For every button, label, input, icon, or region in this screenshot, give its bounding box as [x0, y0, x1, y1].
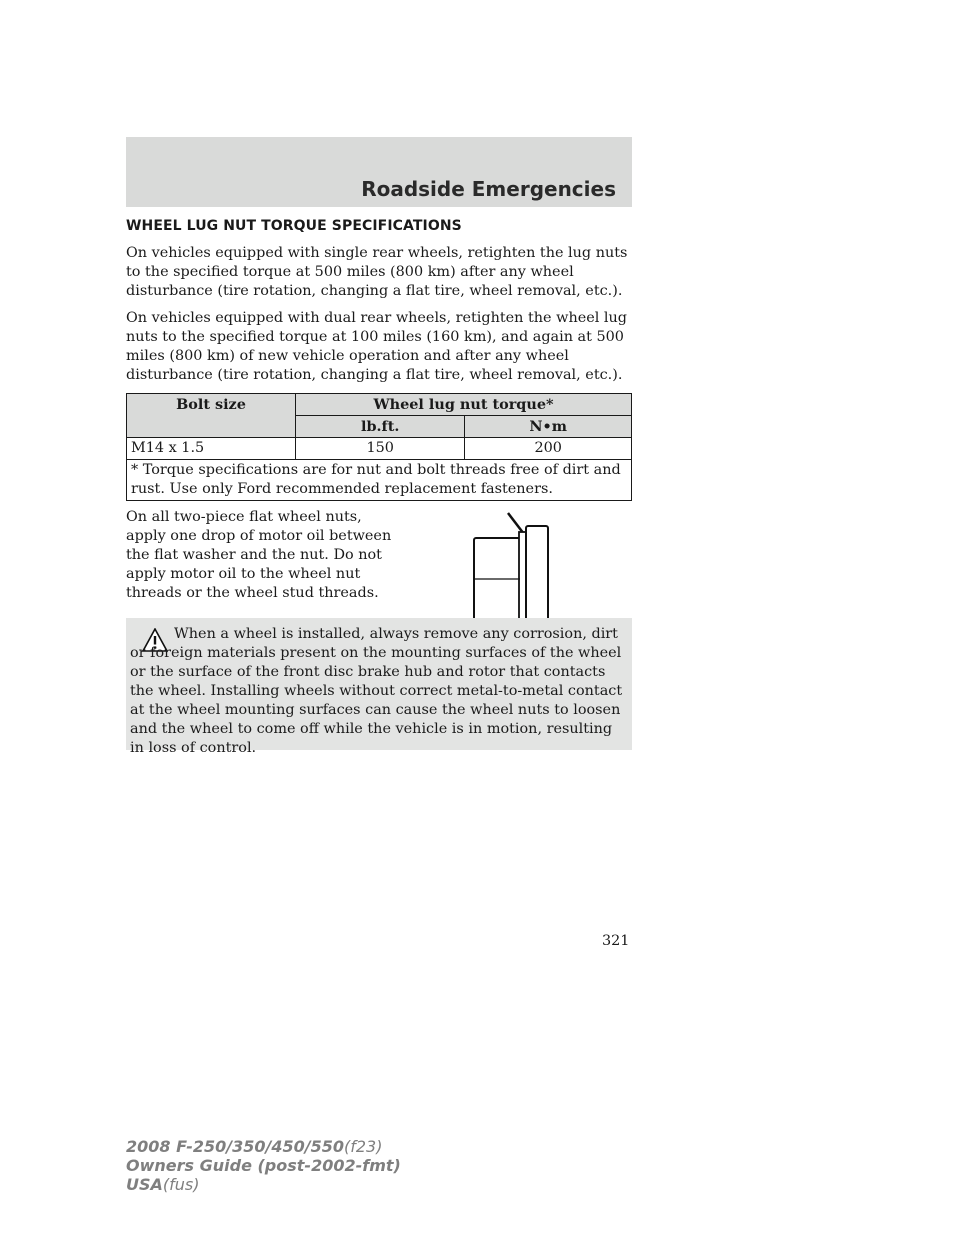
- wheel-nut-illustration: [466, 510, 556, 628]
- footer-region: USA: [126, 1175, 163, 1194]
- cell-lbft: 150: [296, 438, 465, 460]
- section-heading: WHEEL LUG NUT TORQUE SPECIFICATIONS: [126, 218, 462, 234]
- paragraph-dual-rear: On vehicles equipped with dual rear wheels, retighten the wheel lug nuts to the specified torque at 100 miles (160 km), and again at 500 miles (800 km) of new vehicle operation and after any wheel disturbance (tire rotation, changing a flat tire, wheel removal, etc.).: [126, 310, 628, 383]
- footer-line-2: Owners Guide (post-2002-fmt): [126, 1156, 401, 1175]
- cell-bolt: M14 x 1.5: [127, 438, 296, 460]
- page-number: 321: [602, 933, 630, 949]
- torque-table: [126, 393, 632, 501]
- page-title: Roadside Emergencies: [361, 177, 616, 201]
- footer-region-code: (fus): [162, 1175, 200, 1194]
- warning-text: When a wheel is installed, always remove any corrosion, dirt or foreign materials present on the mounting surfaces of the wheel or the surface of the front disc brake hub and rotor that contacts the wheel. Installing wheels without correct metal-to-metal contact at the wheel mounting surfaces can cause the wheel nuts to loosen and the wheel to come off while the vehicle is in motion, resulting in loss of control.: [130, 626, 623, 756]
- unit-lbft: lb.ft.: [296, 416, 465, 438]
- col-torque: Wheel lug nut torque*: [296, 394, 632, 416]
- table-header-row: [127, 394, 632, 416]
- col-bolt-size: Bolt size: [127, 394, 296, 438]
- footer-model-code: (f23): [344, 1137, 383, 1156]
- cell-nm: 200: [465, 438, 632, 460]
- footnote-line-1: * Torque specifications are for nut and bolt threads free of dirt and: [131, 462, 621, 478]
- table-footnote: [127, 460, 632, 501]
- main-content: [126, 218, 632, 638]
- footer-line-1: [126, 1137, 401, 1156]
- oil-note-text: On all two-piece flat wheel nuts, apply one drop of motor oil between the flat washer and the nut. Do not apply motor oil to the wheel nut threads or the wheel stud threads.: [126, 509, 392, 601]
- warning-box: [126, 618, 632, 756]
- footer: [126, 1137, 401, 1194]
- header-band: [126, 137, 632, 207]
- unit-nm: N•m: [465, 416, 632, 438]
- table-footnote-row: [127, 460, 632, 501]
- footnote-line-2: rust. Use only Ford recommended replacement fasteners.: [131, 481, 553, 497]
- paragraph-single-rear: On vehicles equipped with single rear wheels, retighten the lug nuts to the specified torque at 500 miles (800 km) after any wheel disturbance (tire rotation, changing a flat tire, wheel removal, etc.).: [126, 245, 628, 299]
- footer-line-3: [126, 1175, 401, 1194]
- table-row: [127, 438, 632, 460]
- footer-model: 2008 F-250/350/450/550: [126, 1137, 344, 1156]
